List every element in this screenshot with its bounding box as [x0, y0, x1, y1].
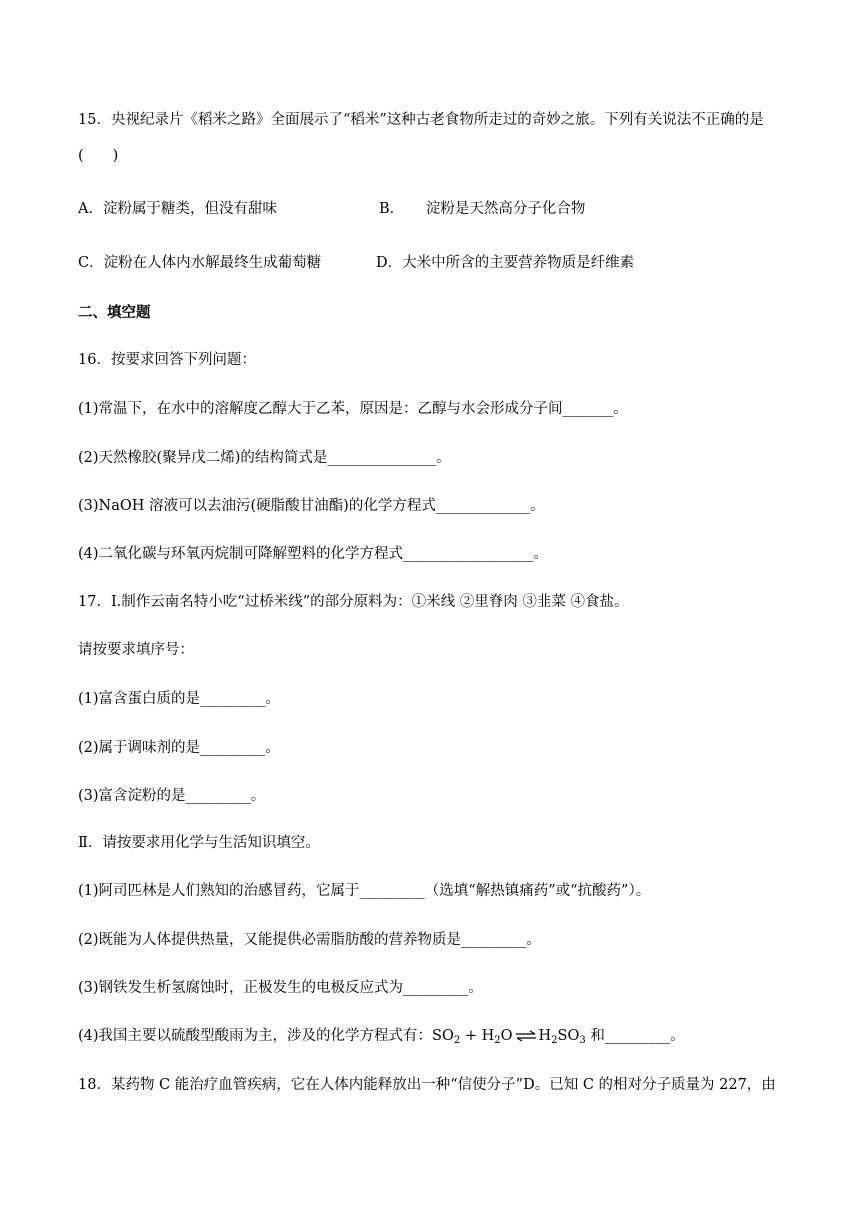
q17-i-2: (2)属于调味剂的是_________。: [78, 740, 280, 756]
q16-stem: 16．按要求回答下列问题：: [78, 352, 256, 368]
q16-part2: (2)天然橡胶(聚异戊二烯)的结构简式是_______________。: [78, 450, 451, 466]
q16-part1: (1)常温下，在水中的溶解度乙醇大于乙苯，原因是：乙醇与水会形成分子间_______。: [78, 401, 628, 417]
section-heading: 二、填空题: [78, 304, 151, 321]
q17-instruction: 请按要求填序号：: [78, 642, 194, 658]
q17-ii-4: (4)我国主要以硫酸型酸雨为主，涉及的化学方程式有：$SO_2 + H_2O$ $H_2SO_3$ 和_________。: [78, 1028, 685, 1046]
q15-option-d: D．大米中所含的主要营养物质是纤维素: [376, 255, 635, 271]
q17-ii-2: (2)既能为人体提供热量，又能提供必需脂肪酸的营养物质是_________。: [78, 932, 541, 948]
q17-i-3: (3)富含淀粉的是_________。: [78, 788, 266, 804]
q16-part3: (3)NaOH 溶液可以去油污(硬脂酸甘油酯)的化学方程式_____________。: [78, 498, 545, 514]
q17-stem: 17．Ⅰ.制作云南名特小吃“过桥米线”的部分原料为：①米线 ②里脊肉 ③韭菜 ④食盐。: [78, 594, 629, 610]
q17-ii-1: (1)阿司匹林是人们熟知的治感冒药，它属于_________（选填“解热镇痛药”或“抗酸药”）。: [78, 883, 651, 899]
q15-stem-line2: ( ): [78, 148, 119, 164]
q17-ii-3: (3)钢铁发生析氢腐蚀时，正极发生的电极反应式为_________。: [78, 980, 483, 996]
q15-option-b: B． 淀粉是天然高分子化合物: [379, 201, 586, 217]
q17-part2-heading: Ⅱ．请按要求用化学与生活知识填空。: [78, 835, 320, 851]
q16-part4: (4)二氧化碳与环氧丙烷制可降解塑料的化学方程式__________________。: [78, 546, 549, 562]
reversible-arrow-icon: [515, 1030, 537, 1042]
q18-stem: 18．某药物 C 能治疗血管疾病，它在人体内能释放出一种“信使分子”D。已知 C 的相对分子质量为 227，由: [78, 1077, 776, 1093]
q15-option-c: C．淀粉在人体内水解最终生成葡萄糖: [78, 255, 322, 271]
q15-stem-line1: 15．央视纪录片《稻米之路》全面展示了“稻米”这种古老食物所走过的奇妙之旅。下列有关说法不正确的是: [78, 112, 764, 128]
q15-option-a: A．淀粉属于糖类，但没有甜味: [78, 201, 277, 217]
q17-i-1: (1)富含蛋白质的是_________。: [78, 691, 280, 707]
